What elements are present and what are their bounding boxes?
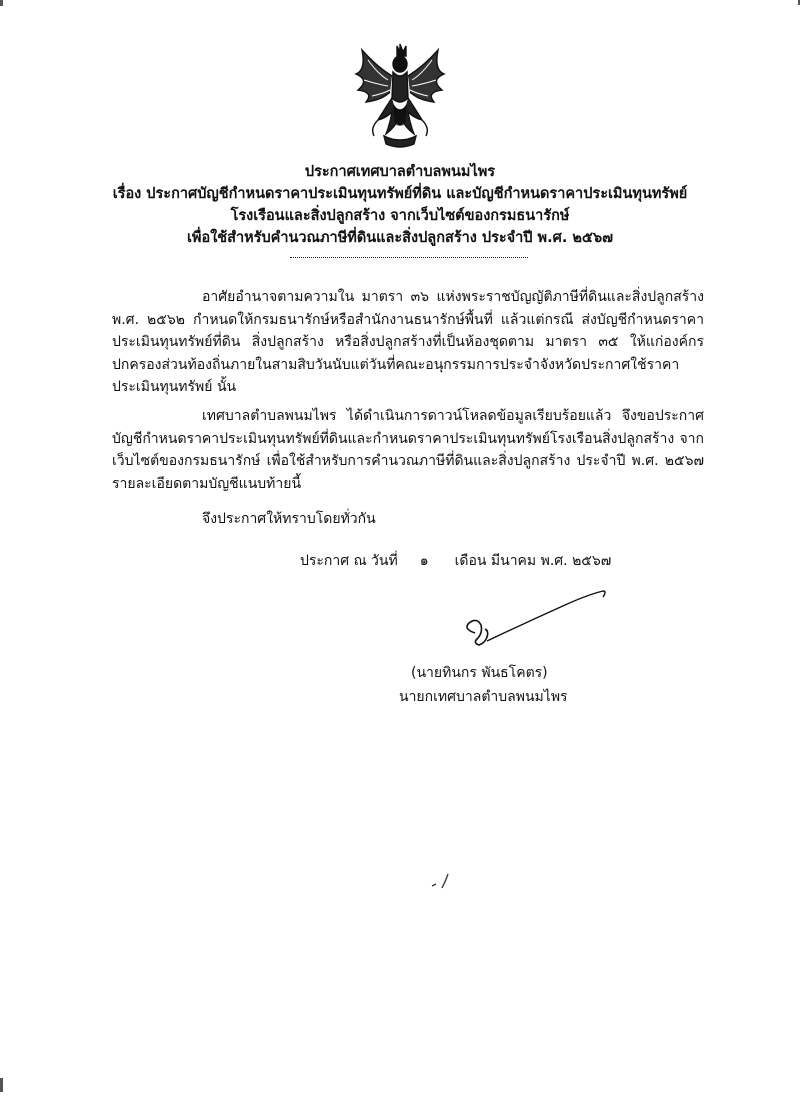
body-paragraph-2 xyxy=(112,405,704,495)
signer-name: (นายทินกร พันธโคตร) xyxy=(411,665,548,681)
subject-line-2: โรงเรือนและสิ่งปลูกสร้าง จากเว็บไซต์ของกรมธนารักษ์ xyxy=(230,208,570,224)
body-paragraph-1-text: อาศัยอำนาจตามความใน มาตรา ๓๖ แห่งพระราชบัญญัติภาษีที่ดินและสิ่งปลูกสร้าง พ.ศ. ๒๕๖๒ กำหนดให้กรมธนารักษ์หรือสำนักงานธนารักษ์พื้นที่ แล้วแต่กรณี ส่งบัญชีกำหนดราคาประเมินทุนทรัพย์ที่ดิน สิ่งปลูกสร้าง หรือสิ่งปลูกสร้างที่เป็นห้องชุดตาม มาตรา ๓๕ ให้แก่องค์กรปกครองส่วนท้องถิ่นภายในสามสิบวันนับแต่วันที่คณะอนุกรรมการประจำจังหวัดประกาศใช้ราคาประเมินทุนทรัพย์ นั้น xyxy=(112,289,704,395)
garuda-emblem-icon xyxy=(348,40,452,150)
body-paragraph-2-text: เทศบาลตำบลพนมไพร ได้ดำเนินการดาวน์โหลดข้อมูลเรียบร้อยแล้ว จึงขอประกาศบัญชีกำหนดราคาประเมินทุนทรัพย์ที่ดินและกำหนดราคาประเมินทุนทรัพย์โรงเรือนสิ่งปลูกสร้าง จากเว็บไซต์ของกรมธนารักษ์ เพื่อใช้สำหรับการคำนวณภาษีที่ดินและสิ่งปลูกสร้าง ประจำปี พ.ศ. ๒๕๖๗ รายละเอียดตามบัญชีแนบท้ายนี้ xyxy=(112,408,704,492)
signature-icon xyxy=(455,585,615,655)
subject-line-3: เพื่อใช้สำหรับคำนวณภาษีที่ดินและสิ่งปลูกสร้าง ประจำปี พ.ศ. ๒๕๖๗ xyxy=(186,230,614,246)
pen-mark-icon xyxy=(428,872,452,892)
closing-statement: จึงประกาศให้ทราบโดยทั่วกัน xyxy=(202,511,376,527)
subject-line-1: เรื่อง ประกาศบัญชีกำหนดราคาประเมินทุนทรัพย์ที่ดิน และบัญชีกำหนดราคาประเมินทุนทรัพย์ xyxy=(112,186,688,202)
announcement-title: ประกาศเทศบาลตำบลพนมไพร xyxy=(304,164,496,180)
date-day: ๑ xyxy=(419,553,429,569)
date-month-year: เดือน มีนาคม พ.ศ. ๒๕๖๗ xyxy=(454,553,612,569)
scan-edge-mark xyxy=(0,0,3,6)
title-divider xyxy=(290,257,528,258)
signer-title: นายกเทศบาลตำบลพนมไพร xyxy=(399,689,568,705)
announcement-date xyxy=(300,550,611,572)
scan-edge-mark xyxy=(0,1078,3,1092)
body-paragraph-1 xyxy=(112,286,704,399)
date-prefix: ประกาศ ณ วันที่ xyxy=(300,553,398,569)
